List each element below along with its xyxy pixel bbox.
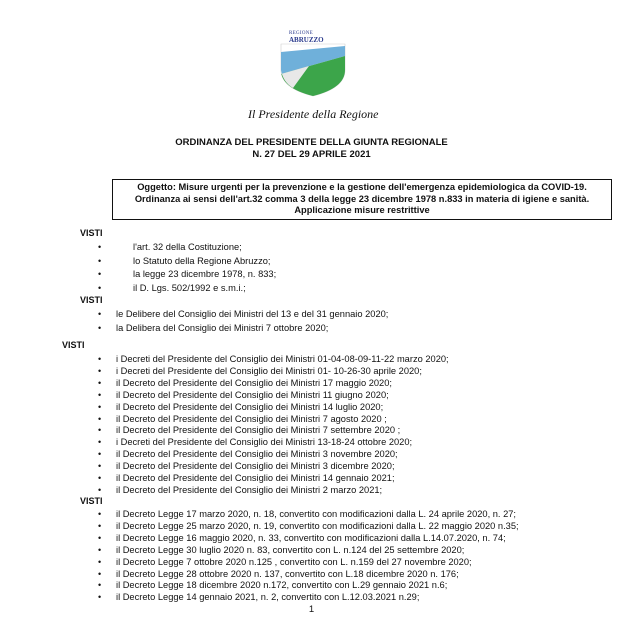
list-item: il Decreto del Presidente del Consiglio dei Ministri 3 dicembre 2020; <box>116 461 395 472</box>
subject-line: Ordinanza ai sensi dell'art.32 comma 3 della legge 23 dicembre 1978 n.833 in materia di igiene e sanità. <box>134 193 590 204</box>
list-item: il Decreto Legge 7 ottobre 2020 n.125 , convertito con L. n.159 del 27 novembre 2020; <box>116 556 472 567</box>
list-item: la legge 23 dicembre 1978, n. 833; <box>133 269 277 280</box>
visti-heading: VISTI <box>80 496 103 506</box>
list-item: il Decreto Legge 14 gennaio 2021, n. 2, convertito con L.12.03.2021 n.29; <box>116 592 420 603</box>
list-item: il Decreto del Presidente del Consiglio dei Ministri 3 novembre 2020; <box>116 449 398 460</box>
bullet-icon: • <box>98 520 102 531</box>
bullet-icon: • <box>98 309 102 319</box>
list-item: il Decreto Legge 25 marzo 2020, n. 19, convertito con modificazioni dalla L. 22 maggio 2020 n.35; <box>116 520 519 531</box>
list-item: la Delibera del Consiglio dei Ministri 7 ottobre 2020; <box>116 322 329 333</box>
list-item: lo Statuto della Regione Abruzzo; <box>133 255 271 266</box>
list-item: il Decreto del Presidente del Consiglio dei Ministri 11 giugno 2020; <box>116 389 389 400</box>
bullet-icon: • <box>98 592 102 603</box>
list-item: il Decreto del Presidente del Consiglio dei Ministri 7 settembre 2020 ; <box>116 425 401 436</box>
bullet-icon: • <box>98 532 102 543</box>
bullet-icon: • <box>98 425 102 436</box>
list-item: i Decreti del Presidente del Consiglio dei Ministri 01-04-08-09-11-22 marzo 2020; <box>116 354 449 364</box>
subject-line: Applicazione misure restrittive <box>294 205 430 215</box>
bullet-icon: • <box>98 413 102 424</box>
list-item: il Decreto del Presidente del Consiglio dei Ministri 2 marzo 2021; <box>116 484 383 495</box>
bullet-icon: • <box>98 437 102 448</box>
list-item: il D. Lgs. 502/1992 e s.m.i.; <box>133 283 246 294</box>
logo-text-regione: REGIONE <box>289 31 314 36</box>
bullet-icon: • <box>98 242 102 252</box>
list-item: il Decreto del Presidente del Consiglio dei Ministri 14 luglio 2020; <box>116 401 384 412</box>
bullet-icon: • <box>98 322 102 333</box>
subject-line: Oggetto: Misure urgenti per la prevenzione e la gestione dell'emergenza epidemiologica da COVID-19. <box>137 182 587 192</box>
visti-heading: VISTI <box>80 228 103 238</box>
bullet-icon: • <box>98 449 102 460</box>
list-item: il Decreto Legge 17 marzo 2020, n. 18, convertito con modificazioni dalla L. 24 aprile 2020, n. 27; <box>116 509 517 519</box>
bullet-icon: • <box>98 580 102 591</box>
list-item: il Decreto Legge 18 dicembre 2020 n.172, convertito con L.29 gennaio 2021 n.6; <box>116 580 448 591</box>
bullet-icon: • <box>98 556 102 567</box>
list-item: le Delibere del Consiglio dei Ministri del 13 e del 31 gennaio 2020; <box>116 309 389 319</box>
bullet-icon: • <box>98 473 102 483</box>
list-item: i Decreti del Presidente del Consiglio dei Ministri 13-18-24 ottobre 2020; <box>116 437 413 448</box>
ordinance-number: N. 27 DEL 29 APRILE 2021 <box>252 149 371 160</box>
regione-abruzzo-logo <box>279 22 349 98</box>
bullet-icon: • <box>98 568 102 579</box>
visti-heading: VISTI <box>80 295 103 305</box>
logo-text-abruzzo: ABRUZZO <box>289 36 324 44</box>
bullet-icon: • <box>98 377 102 388</box>
bullet-icon: • <box>98 509 102 519</box>
bullet-icon: • <box>98 484 102 495</box>
ordinance-title: ORDINANZA DEL PRESIDENTE DELLA GIUNTA REGIONALE <box>175 137 448 148</box>
bullet-icon: • <box>98 389 102 400</box>
bullet-icon: • <box>98 461 102 472</box>
subject-box <box>112 179 612 220</box>
page-number: 1 <box>308 604 315 615</box>
list-item: il Decreto Legge 28 ottobre 2020 n. 137, convertito con L.18 dicembre 2020 n. 176; <box>116 568 459 579</box>
list-item: il Decreto Legge 30 luglio 2020 n. 83, convertito con L. n.124 del 25 settembre 2020; <box>116 544 465 555</box>
bullet-icon: • <box>98 401 102 412</box>
list-item: il Decreto del Presidente del Consiglio dei Ministri 14 gennaio 2021; <box>116 473 395 483</box>
list-item: il Decreto del Presidente del Consiglio dei Ministri 17 maggio 2020; <box>116 377 392 388</box>
bullet-icon: • <box>98 283 102 294</box>
bullet-icon: • <box>98 544 102 555</box>
list-item: i Decreti del Presidente del Consiglio dei Ministri 01- 10-26-30 aprile 2020; <box>116 365 422 376</box>
list-item: il Decreto Legge 16 maggio 2020, n. 33, convertito con modificazioni dalla L.14.07.2020, n. 74; <box>116 532 506 543</box>
list-item: il Decreto del Presidente del Consiglio dei Ministri 7 agosto 2020 ; <box>116 413 387 424</box>
bullet-icon: • <box>98 365 102 376</box>
list-item: l'art. 32 della Costituzione; <box>133 242 242 252</box>
bullet-icon: • <box>98 269 102 280</box>
visti-heading: VISTI <box>62 340 85 350</box>
bullet-icon: • <box>98 354 102 364</box>
bullet-icon: • <box>98 255 102 266</box>
president-heading: Il Presidente della Regione <box>248 107 379 121</box>
